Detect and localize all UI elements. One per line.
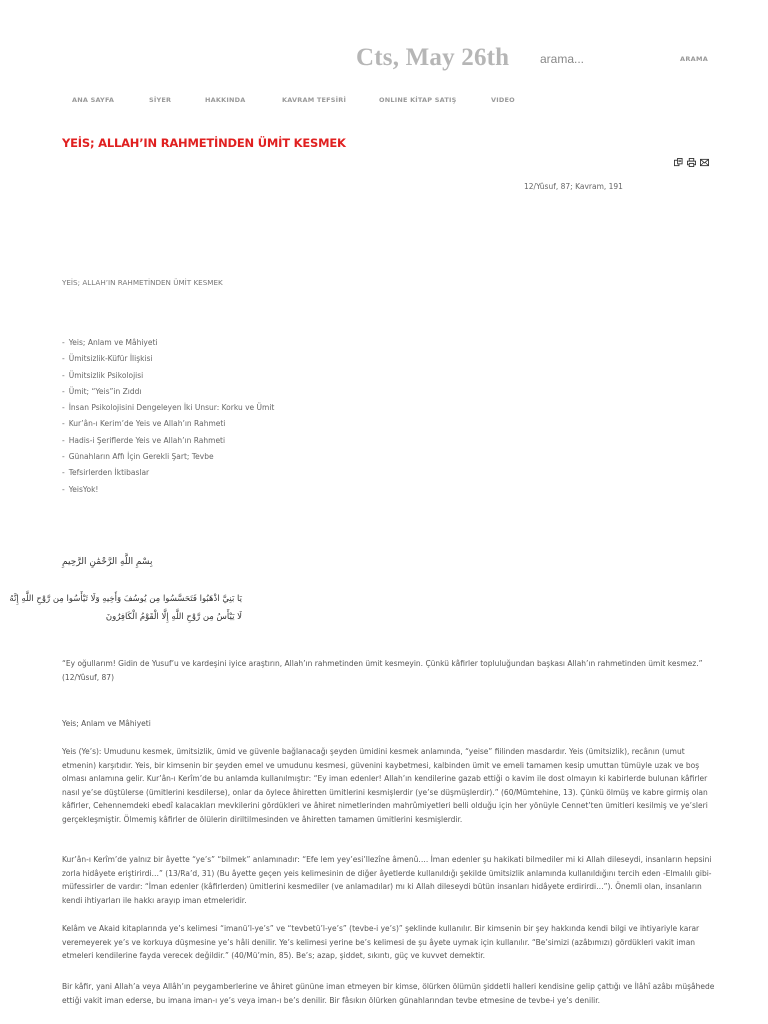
search-button[interactable]: ARAMA [680,55,709,63]
toc-item[interactable] [62,387,274,403]
nav-item-kavram-tefsiri[interactable]: KAVRAM TEFSİRİ [282,96,347,104]
article-subtitle: YEİS; ALLAH’IN RAHMETİNDEN ÜMİT KESMEK [62,278,223,287]
toc-item-label: Ümitsizlik Psikolojisi [68,370,144,380]
toc-dash: - [62,468,65,478]
toc-item-label: Hadis-i Şeriflerde Yeis ve Allah’ın Rahmeti [68,435,226,445]
paragraph: Kelâm ve Akaid kitaplarında ye’s kelimesi “imanü’l-ye’s” ve “tevbetü’l-ye’s” (tevbe-i ye’s)” şeklinde kullanılır. Bir kimsenin bir şey hakkında kendi bilgi ve ihtiyariyle karar veremeyerek ye’s ve korkuya düşmesine ye’s hâli denilir. Ye’s kelimesi yerine be’s kelimesi de şu âyete uymak için kullanılır. “Be’simizi (azâbımızı) gördükleri vakit iman etmeleri kendilerine fayda verecek değildir.” (40/Mü’min, 85). Be’s; azap, şiddet, sıkıntı, güç ve kuvvet demektir. [62,924,700,961]
toc-item-label: Günahların Affı İçin Gerekli Şart; Tevbe [68,452,214,462]
nav-item-online-kitap[interactable]: ONLINE KİTAP SATIŞ [379,96,457,104]
arabic-verse [9,590,242,626]
toc-item[interactable] [62,419,274,435]
email-icon[interactable] [700,158,709,167]
print-icon[interactable] [687,158,696,167]
toc-item-label: Yeis; Anlam ve Mâhiyeti [68,338,158,347]
toc-item-label: Ümitsizlik-Küfür İlişkisi [68,354,153,364]
toc-dash: - [62,370,65,380]
toc-item[interactable] [62,452,274,468]
toc-item[interactable] [62,371,274,387]
toc-dash: - [62,403,65,413]
table-of-contents [62,338,274,501]
toc-dash: - [62,419,65,429]
toc-item-label: YeisYok! [68,484,99,494]
basmala: بِسْمِ اللَّهِ الرَّحْمَٰنِ الرَّحِيمِ [62,557,153,567]
toc-item-label: Kur’ân-ı Kerim’de Yeis ve Allah’ın Rahmeti [68,419,226,429]
page-title: YEİS; ALLAH’IN RAHMETİNDEN ÜMİT KESMEK [62,136,346,150]
paragraph: Kur’ân-ı Kerîm’de yalnız bir âyette “ye’s” “bilmek” anlamınadır: “Efe lem yey’esi’llezîne âmenû…. İman edenler şu hakikati bilmediler mi ki Allah dileseydi, insanların hepsini zorla hidâyete eriştirirdi…” (13/Ra’d, 31) (Bu âyette geçen yeis kelimesinin de diğer âyetlerde kullanıldığı şekilde ümitsizlik anlamında kullanıldığını tercih eden -Elmalılı gibi- müfessirler de vardır: “İman edenler (kâfirlerden) ümitlerini kesmediler (ve anlamadılar) mı ki Allah dileseydi bütün insanları hidâyete erdirirdi…”). Önemli olan, insanların kendi ihtiyarları ile hakkı arayıp iman etmeleridir. [62,855,712,905]
toc-item[interactable] [62,485,274,501]
toc-dash: - [62,435,65,445]
header-date: Cts, May 26th [356,44,510,71]
nav-item-about[interactable]: HAKKINDA [205,96,246,104]
toc-dash: - [62,452,65,462]
toc-item[interactable] [62,354,274,370]
toc-dash: - [62,354,65,364]
arabic-verse-line: لَا يَيْأَسُ مِن رَّوْحِ اللَّهِ إِلَّا الْقَوْمُ الْكَافِرُونَ [105,612,242,622]
toc-dash: - [62,484,65,494]
nav-item-video[interactable]: VIDEO [491,96,515,104]
toc-item-label: İnsan Psikolojisini Dengeleyen İki Unsur: Korku ve Ümit [68,403,275,413]
nav-item-home[interactable]: ANA SAYFA [72,96,115,104]
article-tools [674,158,709,168]
toc-item-label: Ümit; “Yeis”in Zıddı [68,386,142,396]
toc-item[interactable] [62,403,274,419]
toc-item[interactable] [62,468,274,484]
arabic-verse-line: يَا بَنِيَّ اذْهَبُوا فَتَحَسَّسُوا مِن يُوسُفَ وَأَخِيهِ وَلَا تَيْأَسُوا مِن رَّوْحِ اللَّهِ إِنَّهُ [9,594,242,604]
toc-item-label: Tefsirlerden İktibaslar [68,468,150,478]
paragraph: Bir kâfir, yani Allah’a veya Allâh’ın peygamberlerine ve âhiret gününe iman etmeyen bir kimse, ölürken ölümün şiddetli halleri kendisine gelip çattığı ve İlâhî azâbı müşâhede ettiği vakit iman ederse, bu imana iman-ı ye’s veya iman-ı be’s denilir. Bir fâsıkın ölürken günahlarından tevbe etmesine de tevbe-i ye’s denilir. [62,982,715,1005]
toc-item[interactable] [62,338,274,354]
toc-dash: - [62,386,65,396]
nav-item-siyer[interactable]: SİYER [149,96,172,104]
verse-translation: “Ey oğullarım! Gidin de Yusuf’u ve kardeşini iyice araştırın, Allah’ın rahmetinden ümit kesmeyin. Çünkü kâfirler topluluğundan başkası Allah’ın rahmetinden ümit kesmez.” (12/Yûsuf, 87) [62,659,703,682]
toc-dash: - [62,338,65,347]
pdf-icon[interactable] [674,158,683,167]
main-nav [0,96,768,108]
article-reference: 12/Yûsuf, 87; Kavram, 191 [524,182,623,191]
paragraph: Yeis (Ye’s): Umudunu kesmek, ümitsizlik, ümid ve güvenle bağlanacağı şeyden ümidini kesmek anlamında, “yeise” fiilinden masdardır. Yeis (ümitsizlik), recânın (umut etmenin) karşıtıdır. Yeis, bir kimsenin bir şeyden emel ve umudunu kesmesi, güvenini kaybetmesi, kalbinden ümit ve emeli tamamen kesip umuttan tümüyle uzak ve boş olması anlamına gelir. Kur’ân-ı Kerîm’de bu anlamda kullanılmıştır: “Ey iman edenler! Allah’ın kendilerine gazab ettiği o kavim ile dost olmayın ki kabirlerde bulunan kâfirler nasıl ye’se düştülerse (ümitlerini kesdilerse), onlar da öylece âhiretten ümitlerini kesmişlerdir (ye’se düşmüşlerdir).” (60/Mümtehine, 13). Çünkü ölmüş ve kabre girmiş olan kâfirler, Cehennemdeki ebedî kalacakları mevkilerini gördükleri ve âhiret nimetlerinden mahrûmiyetleri belli olduğu için her yönüyle Cennet’ten ümitleri kesilmiş ve ye’sleri gerçekleşmiştir. Ölmemiş kâfirler de ölülerin diriltilmesinden ve âhiretten tamamen ümitlerini kesmişlerdir. [62,747,708,824]
toc-item[interactable] [62,436,274,452]
search-input[interactable] [540,50,660,68]
section-heading: Yeis; Anlam ve Mâhiyeti [62,719,151,728]
